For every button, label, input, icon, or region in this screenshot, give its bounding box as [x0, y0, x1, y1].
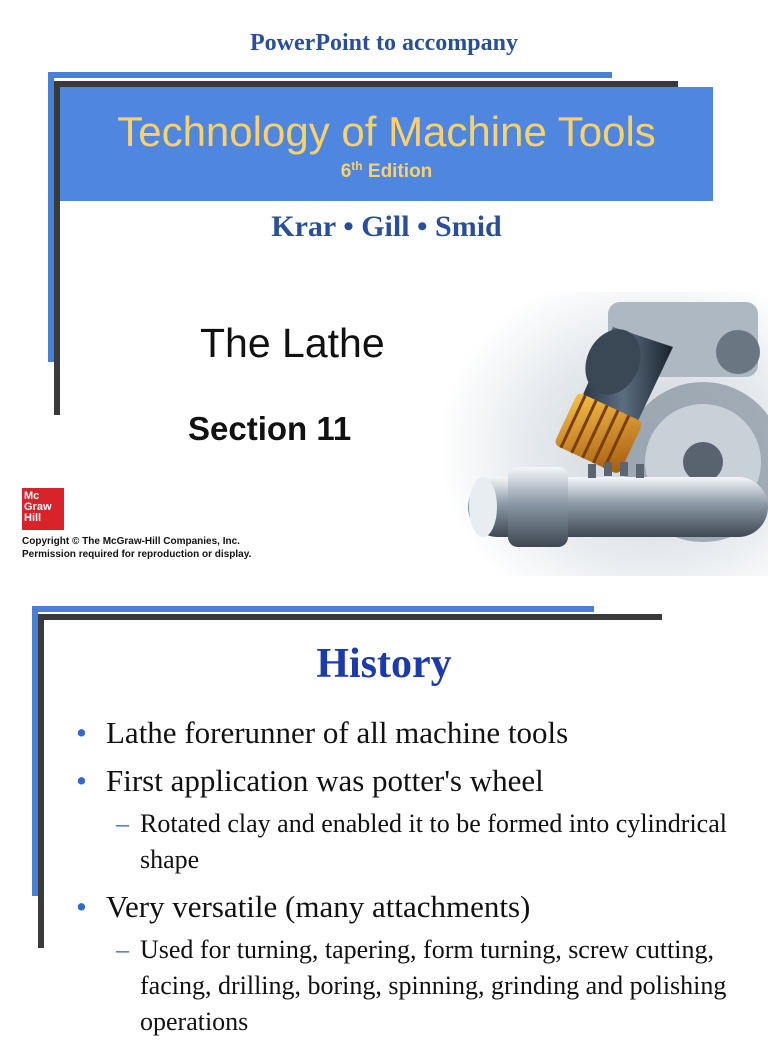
permission-line: Permission required for reproduction or display. [22, 549, 252, 560]
logo-line: Graw [24, 501, 52, 513]
publisher-logo [22, 488, 64, 530]
slide-heading: History [316, 641, 452, 687]
logo-line: Mc [24, 490, 40, 502]
bullet-item [74, 888, 754, 926]
bullet-icon: • [76, 763, 87, 798]
bullet-list [74, 714, 754, 1050]
slide-title: The Lathe [200, 320, 385, 366]
edition-suffix: th [351, 159, 363, 173]
edition-number: 6 [340, 161, 352, 182]
frame-line [48, 72, 612, 78]
sub-bullet-text: Used for turning, tapering, form turning, screw cutting, facing, drilling, boring, spinning, grinding and polishing operations [140, 935, 727, 1036]
copyright-notice [22, 535, 251, 561]
machine-tool-image [438, 292, 768, 576]
dash-icon: – [116, 935, 129, 964]
frame-line [32, 606, 594, 612]
bullet-text: First application was potter's wheel [106, 763, 544, 798]
bullet-icon: • [76, 715, 87, 750]
sub-bullet-item [74, 806, 754, 878]
dash-icon: – [116, 809, 129, 838]
bullet-icon: • [76, 889, 87, 924]
bullet-item [74, 762, 754, 800]
copyright-line: Copyright © The McGraw-Hill Companies, Inc. [22, 536, 240, 547]
bullet-text: Lathe forerunner of all machine tools [106, 715, 569, 750]
book-title: Technology of Machine Tools [117, 108, 656, 155]
section-label: Section 11 [188, 410, 352, 447]
accompany-text: PowerPoint to accompany [250, 30, 518, 56]
logo-line: Hill [24, 512, 42, 524]
bullet-item [74, 714, 754, 752]
sub-bullet-text: Rotated clay and enabled it to be formed into cylindrical shape [140, 809, 727, 874]
bullet-text: Very versatile (many attachments) [106, 889, 531, 924]
edition-word: Edition [362, 161, 433, 182]
authors: Krar • Gill • Smid [271, 210, 502, 243]
frame-line [38, 614, 662, 620]
edition-label [60, 159, 713, 183]
